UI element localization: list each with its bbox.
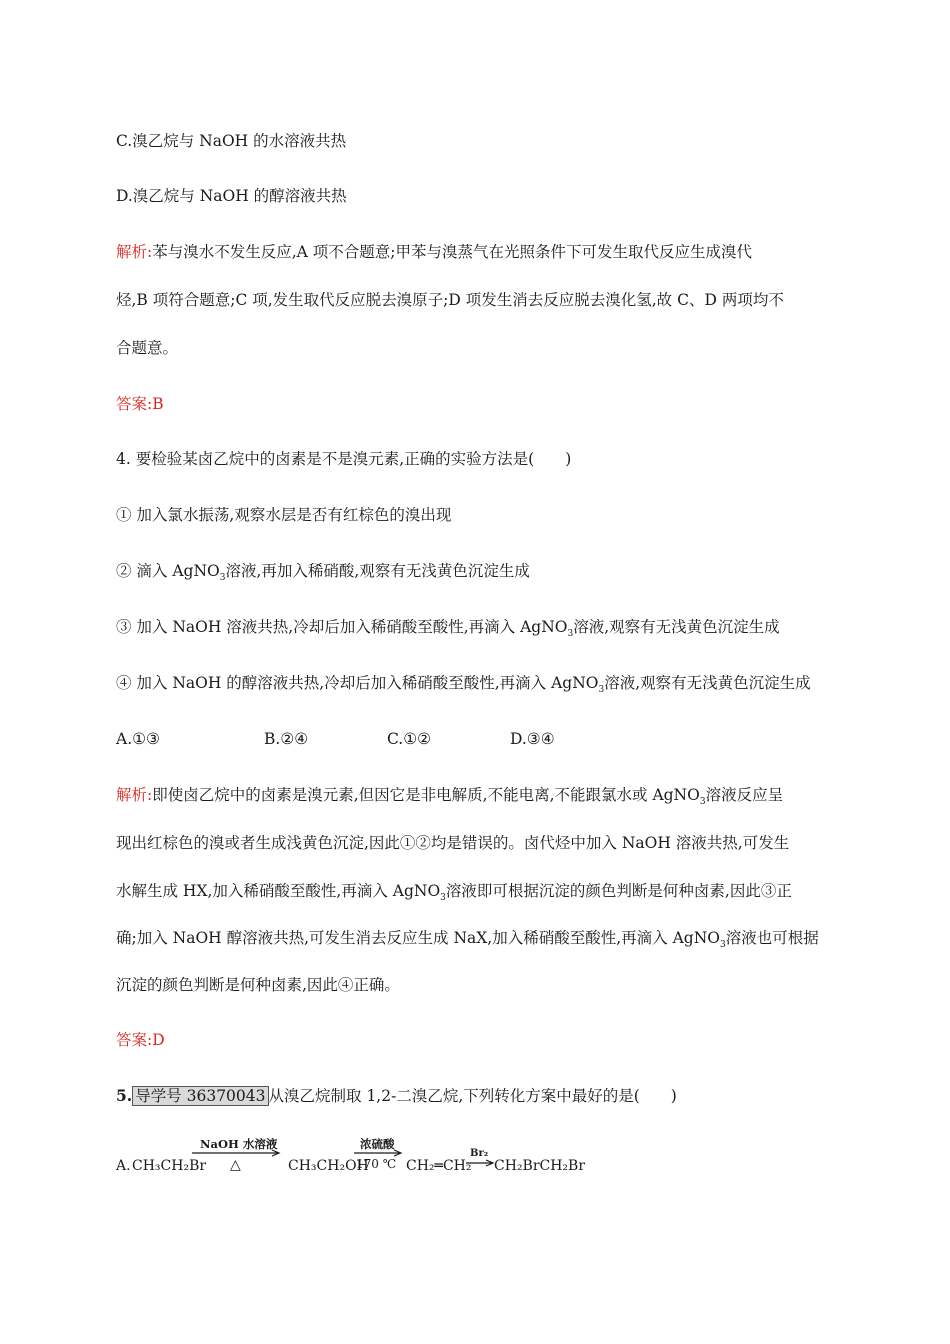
product-3: CH₂BrCH₂Br	[494, 1158, 586, 1174]
question-4-option-b: B.②④	[264, 730, 309, 748]
product-1: CH₃CH₂OH	[288, 1158, 369, 1174]
question-4-option-c: C.①②	[387, 730, 432, 748]
analysis-3-line-2: 烃,B 项符合题意;C 项,发生取代反应脱去溴原子;D 项发生消去反应脱去溴化氢,故 C、D 两项均不	[116, 291, 784, 309]
text: 溶液反应呈	[705, 786, 784, 804]
arrow-2-bottom-label: 170 ℃	[356, 1157, 397, 1171]
subscript: 3	[440, 893, 446, 904]
subscript: 3	[719, 940, 726, 951]
analysis-4-line-3	[116, 881, 792, 908]
text: ② 滴入 AgNO	[116, 562, 220, 580]
text: ④ 加入 NaOH 的醇溶液共热,冷却后加入稀硝酸至酸性,再滴入 AgNO	[116, 674, 599, 692]
option-d: D.溴乙烷与 NaOH 的醇溶液共热	[116, 187, 347, 205]
question-5	[116, 1086, 677, 1106]
question-4: 4. 要检验某卤乙烷中的卤素是不是溴元素,正确的实验方法是( )	[116, 450, 572, 468]
option-label: A.	[116, 1158, 131, 1174]
text: 水解生成 HX,加入稀硝酸至酸性,再滴入 AgNO	[116, 882, 441, 900]
analysis-text: 苯与溴水不发生反应,A 项不合题意;甲苯与溴蒸气在光照条件下可发生取代反应生成溴代	[152, 243, 753, 261]
text: ③ 加入 NaOH 溶液共热,冷却后加入稀硝酸至酸性,再滴入 AgNO	[116, 618, 568, 636]
analysis-3-line-1	[116, 242, 752, 262]
analysis-4-line-4	[116, 928, 819, 955]
text: 溶液,观察有无浅黄色沉淀生成	[573, 618, 780, 636]
analysis-3-line-3: 合题意。	[116, 339, 179, 357]
text: 溶液即可根据沉淀的颜色判断是何种卤素,因此③正	[445, 882, 792, 900]
text: 溶液也可根据	[725, 929, 819, 947]
arrow-2-top-label: 浓硫酸	[360, 1137, 395, 1151]
answer-3: 答案:B	[116, 395, 164, 413]
reactant: CH₃CH₂Br	[132, 1158, 207, 1174]
text: 确;加入 NaOH 醇溶液共热,可发生消去反应生成 NaX,加入稀硝酸至酸性,再滴入 AgNO	[116, 929, 720, 947]
option-c: C.溴乙烷与 NaOH 的水溶液共热	[116, 132, 347, 150]
subscript: 3	[598, 685, 605, 696]
arrow-1-top-label: NaOH 水溶液	[200, 1137, 278, 1151]
subscript: 3	[699, 797, 706, 808]
question-tag-link[interactable]: 导学号 36370043	[132, 1086, 268, 1106]
arrow-2-icon	[354, 1149, 404, 1157]
subscript: 3	[567, 629, 574, 640]
question-4-step-3	[116, 617, 780, 644]
analysis-label: 解析:	[116, 786, 153, 804]
question-4-step-1: ① 加入氯水振荡,观察水层是否有红棕色的溴出现	[116, 506, 452, 524]
arrow-3-top-label: Br₂	[470, 1148, 489, 1159]
analysis-4-line-1	[116, 785, 783, 812]
arrow-1-bottom-label: △	[230, 1157, 241, 1173]
question-number: 5.	[116, 1086, 133, 1105]
question-4-step-4	[116, 673, 811, 700]
arrow-3-icon	[466, 1159, 496, 1167]
analysis-label: 解析:	[116, 243, 153, 261]
analysis-4-line-2: 现出红棕色的溴或者生成浅黄色沉淀,因此①②均是错误的。卤代烃中加入 NaOH 溶液共热,可发生	[116, 834, 790, 852]
text: 溶液,再加入稀硝酸,观察有无浅黄色沉淀生成	[225, 562, 530, 580]
question-text: 从溴乙烷制取 1,2-二溴乙烷,下列转化方案中最好的是( )	[268, 1087, 677, 1105]
arrow-1-icon	[192, 1149, 282, 1157]
text: 即使卤乙烷中的卤素是溴元素,但因它是非电解质,不能电离,不能跟氯水或 AgNO	[152, 786, 700, 804]
question-4-option-d: D.③④	[510, 730, 555, 748]
question-4-step-2	[116, 561, 530, 588]
subscript: 3	[219, 573, 226, 584]
product-2: CH₂═CH₂	[406, 1158, 472, 1174]
text: 溶液,观察有无浅黄色沉淀生成	[604, 674, 811, 692]
analysis-4-line-5: 沉淀的颜色判断是何种卤素,因此④正确。	[116, 976, 400, 994]
answer-4: 答案:D	[116, 1031, 165, 1049]
question-4-option-a: A.①③	[116, 730, 160, 748]
reaction-scheme	[116, 1130, 596, 1180]
